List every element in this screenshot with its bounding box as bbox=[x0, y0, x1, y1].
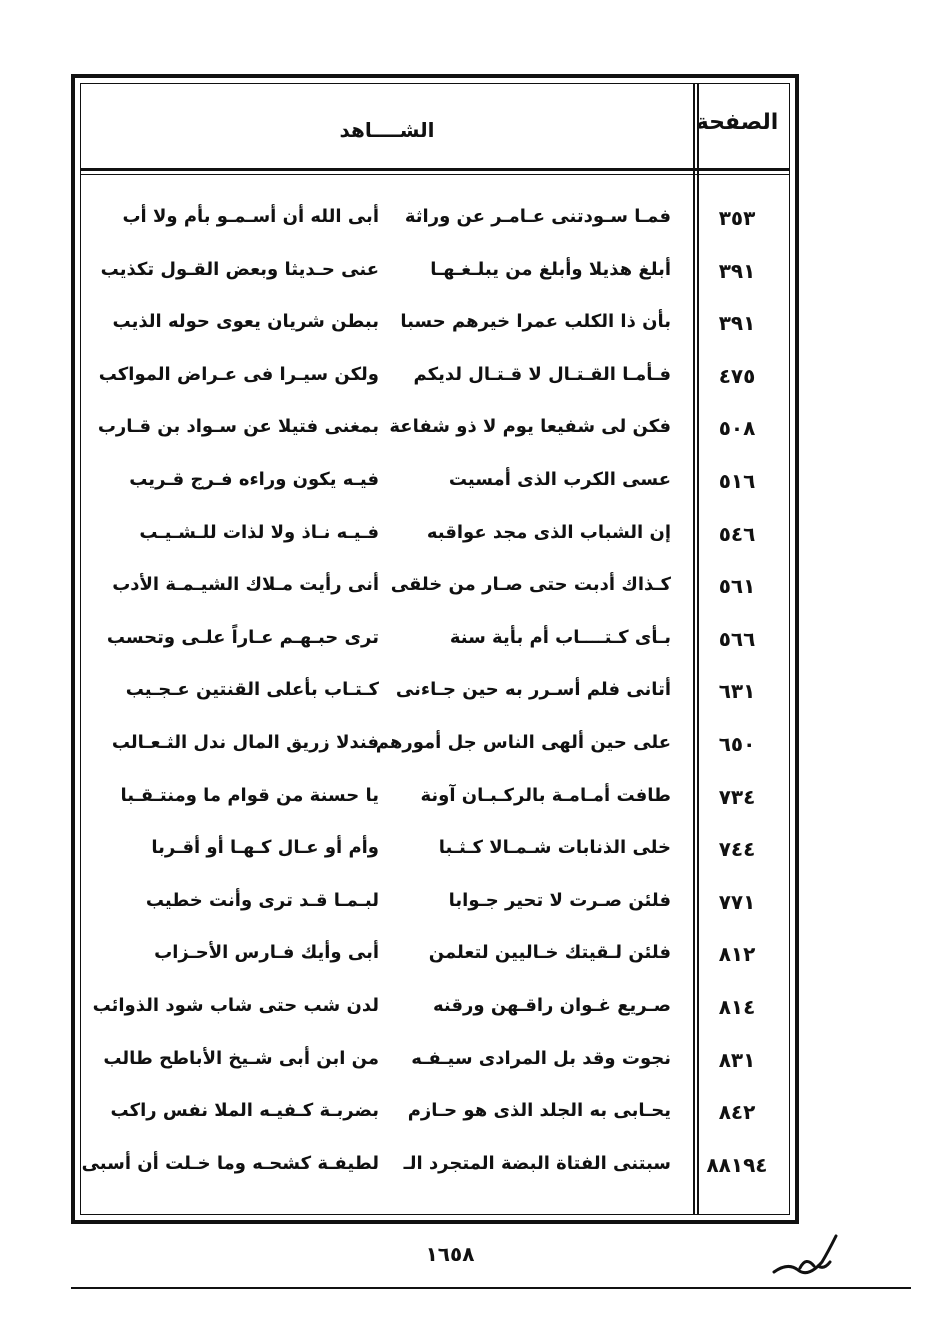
page-ref: ٣٥٣ bbox=[718, 206, 756, 230]
verse-first-hemistich: فكن لى شفيعا يوم لا ذو شفاعة bbox=[389, 416, 671, 438]
verse-second-hemistich: ولكن سيـرا فى عـراض المواكب bbox=[98, 363, 379, 385]
table-row bbox=[81, 673, 789, 726]
page-ref: ٣٩١ bbox=[718, 258, 756, 283]
verse-first-hemistich: بأن ذا الكلب عمرا خيرهم حسبا bbox=[400, 311, 671, 333]
table-row bbox=[81, 516, 789, 569]
page-ref: ٦٣١ bbox=[718, 679, 756, 704]
table-row bbox=[81, 305, 789, 358]
verse-second-hemistich: بمغنى فتيلا عن سـواد بن قـارب bbox=[97, 416, 379, 438]
verse-second-hemistich: فيـه يكون وراءه فـرج قـريب bbox=[129, 468, 379, 490]
verse-second-hemistich: ببطن شريان يعوى حوله الذيب bbox=[112, 311, 379, 333]
page-ref: ٨٨١٩٤ bbox=[706, 1152, 768, 1177]
table-row bbox=[81, 621, 789, 674]
table-row bbox=[81, 253, 789, 306]
table-row bbox=[81, 1147, 789, 1200]
page-ref: ٨١٢ bbox=[718, 942, 756, 967]
page-ref: ٦٥٠ bbox=[718, 731, 756, 756]
verse-first-hemistich: كـذاك أدبت حتى صـار من خلقى bbox=[390, 574, 671, 596]
verse-second-hemistich: من ابن أبى شـيخ الأباطح طالب bbox=[103, 1047, 379, 1069]
handwritten-mark-icon bbox=[770, 1232, 840, 1282]
verse-second-hemistich: فندلا زريق المال ندل الثـعـالب bbox=[111, 731, 379, 753]
page-number: ١٦٥٨ bbox=[425, 1242, 475, 1266]
page-column-header: الصفحة bbox=[695, 110, 779, 135]
page-ref: ٥٤٦ bbox=[718, 521, 756, 546]
verse-first-hemistich: سبتنى الفتاة البضة المتجرد الـ bbox=[403, 1152, 671, 1174]
table-inner-border bbox=[80, 83, 790, 1215]
verse-second-hemistich: لطيفـة كشحـه وما خـلت أن أسبى bbox=[81, 1152, 379, 1174]
table-row bbox=[81, 410, 789, 463]
verse-first-hemistich: فلئن صـرت لا تحير جـوابا bbox=[448, 889, 671, 911]
header-divider bbox=[81, 168, 789, 171]
verse-second-hemistich: لدن شب حتى شاب شود الذوائب bbox=[92, 994, 379, 1016]
verse-first-hemistich: أبلغ هذيلا وأبلغ من يبلـغـهـا bbox=[430, 258, 671, 280]
page-ref: ٤٧٥ bbox=[718, 363, 756, 388]
page-ref: ٧٤٤ bbox=[718, 837, 756, 862]
table-row bbox=[81, 726, 789, 779]
verse-first-hemistich: أتانى فلم أسـرر به حين جـاءنى bbox=[395, 679, 671, 701]
table-row bbox=[81, 936, 789, 989]
verse-second-hemistich: ترى حبـهـم عـاراً علـى وتحسب bbox=[106, 626, 379, 648]
page-ref: ٧٧١ bbox=[718, 889, 756, 914]
table-frame bbox=[71, 74, 799, 1224]
table-row bbox=[81, 568, 789, 621]
verse-first-hemistich: فـأمـا القـتـال لا قـتـال لديكم bbox=[413, 363, 671, 385]
verse-second-hemistich: أنى رأيت مـلاك الشيـمـة الأدب bbox=[112, 574, 379, 596]
table-row bbox=[81, 779, 789, 832]
page-ref: ٥١٦ bbox=[718, 468, 756, 493]
table-row bbox=[81, 1094, 789, 1147]
verse-first-hemistich: طافت أمـامـة بالركـبـان آونة bbox=[420, 784, 671, 806]
page-ref: ٣٩١ bbox=[718, 311, 756, 336]
verse-first-hemistich: عسى الكرب الذى أمسيت bbox=[448, 468, 671, 490]
verse-first-hemistich: صـريع غـوان راقـهن ورقنه bbox=[432, 994, 671, 1016]
page-ref: ٧٣٤ bbox=[718, 784, 756, 809]
verse-second-hemistich: وأم أو عـال كـهـا أو أقـربا bbox=[151, 837, 379, 859]
verse-second-hemistich: فـيـه نـاذ ولا لذات للـشـيـب bbox=[139, 521, 379, 543]
witness-column-header: الشــــاهد bbox=[339, 118, 435, 142]
footer-rule bbox=[71, 1287, 911, 1289]
verse-first-hemistich: فمـا سـودتنى عـامـر عن وراثة bbox=[404, 206, 671, 227]
verse-second-hemistich: أبى الله أن أسـمـو بأم ولا أب bbox=[122, 206, 379, 227]
page-ref: ٥٠٨ bbox=[718, 416, 756, 441]
verse-second-hemistich: بضربـة كـفيـه الملا نفس راكب bbox=[110, 1100, 379, 1122]
verse-second-hemistich: لبـمـا قـد ترى وأنت خطيب bbox=[145, 889, 379, 911]
verse-second-hemistich: عنى حـديثا وبعض القـول تكذيب bbox=[100, 258, 379, 280]
table-row bbox=[81, 989, 789, 1042]
page-ref: ٨١٤ bbox=[718, 994, 756, 1019]
table-row bbox=[81, 200, 789, 253]
verse-second-hemistich: يا حسنة من قوام ما ومنتـقـبا bbox=[120, 784, 379, 806]
page-ref: ٥٦٦ bbox=[718, 626, 756, 651]
verse-rows bbox=[81, 200, 789, 1199]
header-divider-secondary bbox=[81, 174, 789, 175]
verse-first-hemistich: إن الشباب الذى مجد عواقبه bbox=[426, 521, 671, 543]
table-row bbox=[81, 831, 789, 884]
verse-first-hemistich: يحـابى به الجلد الذى هو حـازم bbox=[407, 1100, 671, 1122]
verse-second-hemistich: أبى وأيك فـارس الأحـزاب bbox=[154, 942, 379, 964]
verse-first-hemistich: على حين ألهى الناس جل أمورهم bbox=[375, 731, 671, 753]
verse-second-hemistich: كـتـاب بأعلى القنتين عـجـيب bbox=[125, 679, 379, 701]
page-ref: ٨٣١ bbox=[718, 1047, 756, 1072]
table-row bbox=[81, 884, 789, 937]
verse-first-hemistich: خلى الذنابات شـمـالا كـثـبا bbox=[438, 837, 671, 859]
table-row bbox=[81, 358, 789, 411]
verse-first-hemistich: بـأى كـتــــاب أم بأية سنة bbox=[449, 626, 671, 648]
page-ref: ٥٦١ bbox=[718, 574, 756, 599]
verse-first-hemistich: نجوت وقد بل المرادى سيـفـه bbox=[411, 1047, 671, 1069]
verse-first-hemistich: فلئن لـقيتك خـاليين لتعلمن bbox=[428, 942, 671, 964]
table-row bbox=[81, 463, 789, 516]
table-row bbox=[81, 1042, 789, 1095]
page-ref: ٨٤٢ bbox=[718, 1100, 756, 1125]
